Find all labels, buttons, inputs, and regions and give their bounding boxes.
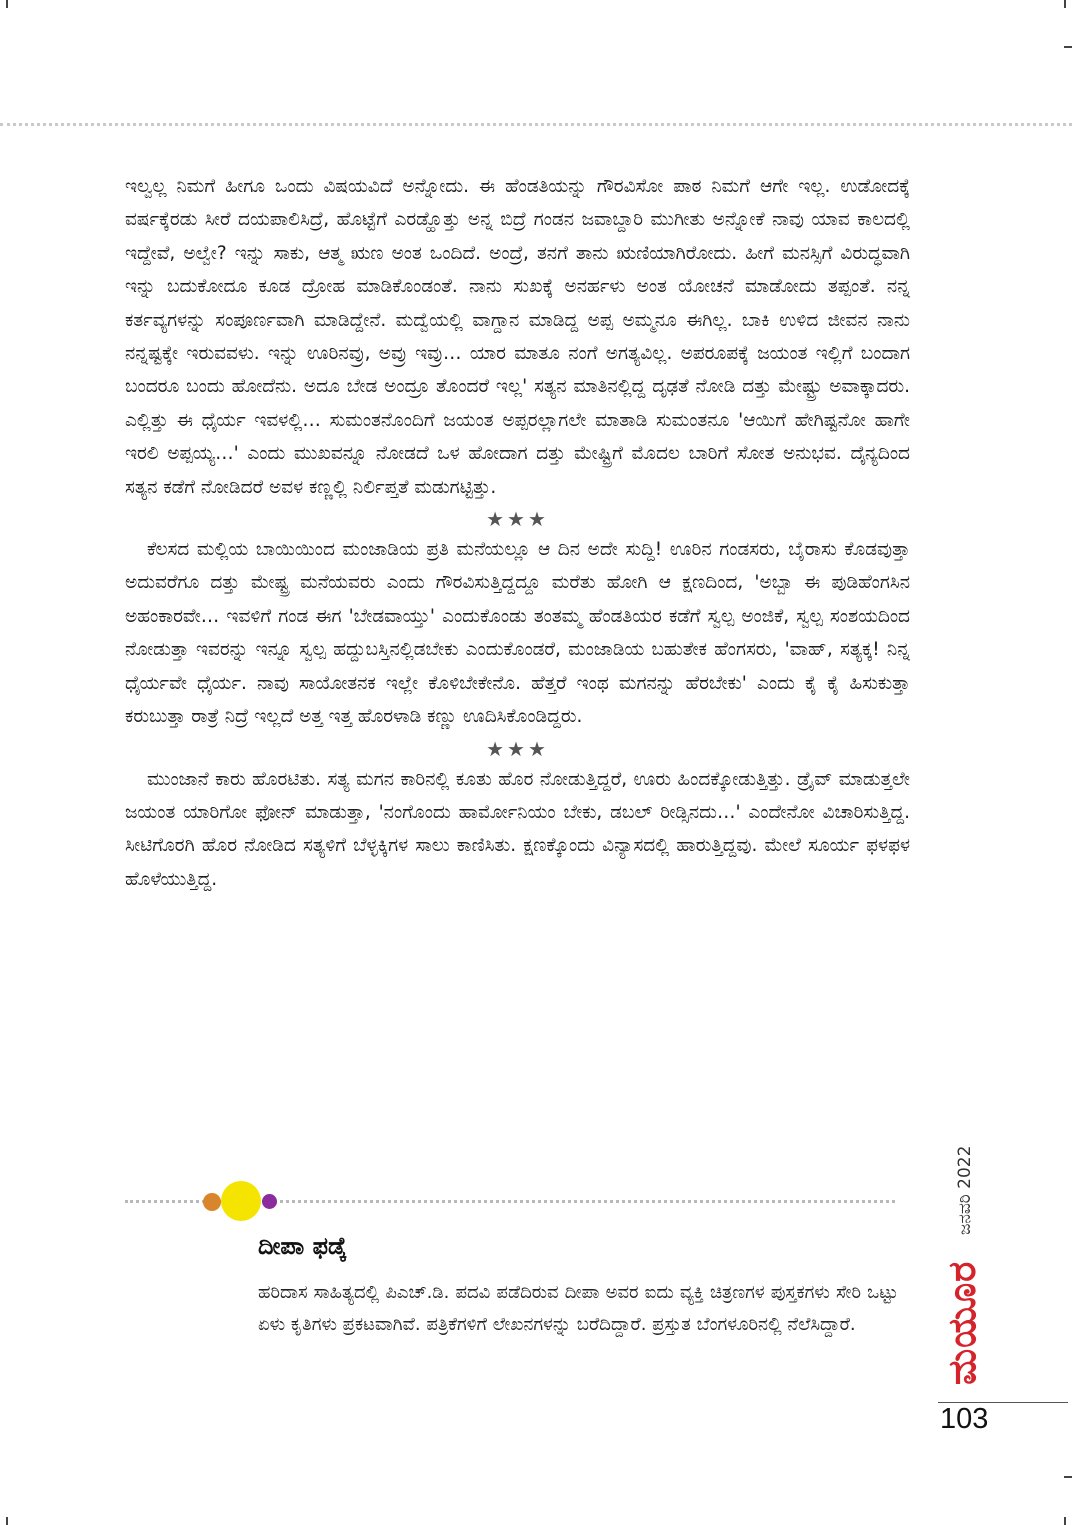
orange-dot-ornament: [203, 1193, 221, 1211]
section-separator: ★★★: [486, 736, 549, 761]
author-bio: ಹರಿದಾಸ ಸಾಹಿತ್ಯದಲ್ಲಿ ಪಿಎಚ್.ಡಿ. ಪದವಿ ಪಡೆದಿರುವ ದೀಪಾ ಅವರ ಐದು ವ್ಯಕ್ತಿ ಚಿತ್ರಣಗಳ ಪುಸ್ತಕಗಳು ಸೇರಿ ಒಟ್ಟು ಏಳು ಕೃತಿಗಳು ಪ್ರಕಟವಾಗಿವೆ. ಪತ್ರಿಕೆಗಳಿಗೆ ಲೇಖನಗಳನ್ನು ಬರೆದಿದ್ದಾರೆ. ಪ್ರಸ್ತುತ ಬೆಂಗಳೂರಿನಲ್ಲಿ ನೆಲೆಸಿದ್ದಾರೆ.: [258, 1282, 898, 1335]
crop-mark-right-upper: [1064, 46, 1072, 48]
article-body: [125, 170, 910, 896]
header-dotted-rule: [0, 123, 1072, 126]
issue-date: ಜನವರಿ 2022: [955, 1145, 975, 1235]
crop-mark-bottom-right: [1064, 1517, 1066, 1525]
page-number: 103: [940, 1403, 989, 1435]
article-paragraph: ಮುಂಜಾನೆ ಕಾರು ಹೊರಟಿತು. ಸತ್ಯ ಮಗನ ಕಾರಿನಲ್ಲಿ ಕೂತು ಹೊರ ನೋಡುತ್ತಿದ್ದರೆ, ಊರು ಹಿಂದಕ್ಕೋಡುತ್ತಿತ್ತು. ಡ್ರೈವ್ ಮಾಡುತ್ತಲೇ ಜಯಂತ ಯಾರಿಗೋ ಫೋನ್ ಮಾಡುತ್ತಾ, 'ನಂಗೊಂದು ಹಾರ್ಮೋನಿಯಂ ಬೇಕು, ಡಬಲ್ ರೀಡ್ಸಿನದು…' ಎಂದೇನೋ ವಿಚಾರಿಸುತ್ತಿದ್ದ. ಸೀಟಿಗೊರಗಿ ಹೊರ ನೋಡಿದ ಸತ್ಯಳಿಗೆ ಬೆಳ್ಳಕ್ಕಿಗಳ ಸಾಲು ಕಾಣಿಸಿತು. ಕ್ಷಣಕ್ಕೊಂದು ವಿನ್ಯಾಸದಲ್ಲಿ ಹಾರುತ್ತಿದ್ದವು. ಮೇಲೆ ಸೂರ್ಯ ಫಳಫಳ ಹೊಳೆಯುತ್ತಿದ್ದ.: [125, 768, 910, 890]
crop-mark-top-right: [1064, 0, 1066, 8]
crop-mark-top-left: [6, 0, 8, 8]
magazine-name: ಮಯೂರ: [940, 1260, 984, 1385]
author-name: ದೀಪಾ ಫಡ್ಕೆ: [258, 1232, 347, 1260]
article-paragraph: ಇಲ್ವಲ್ಲ ನಿಮಗೆ ಹೀಗೂ ಒಂದು ವಿಷಯವಿದೆ ಅನ್ನೋದು. ಈ ಹೆಂಡತಿಯನ್ನು ಗೌರವಿಸೋ ಪಾಠ ನಿಮಗೆ ಆಗೇ ಇಲ್ಲ. ಉಡೋದಕ್ಕೆ ವರ್ಷಕ್ಕೆರಡು ಸೀರೆ ದಯಪಾಲಿಸಿದ್ರೆ, ಹೊಟ್ಟೆಗೆ ಎರಡ್ಹೊತ್ತು ಅನ್ನ ಬಿದ್ರೆ ಗಂಡನ ಜವಾಬ್ದಾರಿ ಮುಗೀತು ಅನ್ನೋಕೆ ನಾವು ಯಾವ ಕಾಲದಲ್ಲಿ ಇದ್ದೇವೆ, ಅಲ್ವೇ? ಇನ್ನು ಸಾಕು, ಆತ್ಮ ಋಣ ಅಂತ ಒಂದಿದೆ. ಅಂದ್ರೆ, ತನಗೆ ತಾನು ಋಣಿಯಾಗಿರೋದು. ಹೀಗೆ ಮನಸ್ಸಿಗೆ ವಿರುದ್ಧವಾಗಿ ಇನ್ನು ಬದುಕೋದೂ ಕೂಡ ದ್ರೋಹ ಮಾಡಿಕೊಂಡಂತೆ. ನಾನು ಸುಖಕ್ಕೆ ಅನರ್ಹಳು ಅಂತ ಯೋಚನೆ ಮಾಡೋದು ತಪ್ಪಂತೆ. ನನ್ನ ಕರ್ತವ್ಯಗಳನ್ನು ಸಂಪೂರ್ಣವಾಗಿ ಮಾಡಿದ್ದೇನೆ. ಮದ್ವೆಯಲ್ಲಿ ವಾಗ್ದಾನ ಮಾಡಿದ್ದ ಅಪ್ಪ ಅಮ್ಮನೂ ಈಗಿಲ್ಲ. ಬಾಕಿ ಉಳಿದ ಜೀವನ ನಾನು ನನ್ನಷ್ಟಕ್ಕೇ ಇರುವವಳು. ಇನ್ನು ಊರಿನವ್ರು, ಅವ್ರು ಇವ್ರು… ಯಾರ ಮಾತೂ ನಂಗೆ ಅಗತ್ಯವಿಲ್ಲ. ಅಪರೂಪಕ್ಕೆ ಜಯಂತ ಇಲ್ಲಿಗೆ ಬಂದಾಗ ಬಂದರೂ ಬಂದು ಹೋದೆನು. ಅದೂ ಬೇಡ ಅಂದ್ರೂ ತೊಂದರೆ ಇಲ್ಲ' ಸತ್ಯನ ಮಾತಿನಲ್ಲಿದ್ದ ದೃಢತೆ ನೋಡಿ ದತ್ತು ಮೇಷ್ಟ್ರು ಅವಾಕ್ಕಾದರು. ಎಲ್ಲಿತ್ತು ಈ ಧೈರ್ಯ ಇವಳಲ್ಲಿ… ಸುಮಂತನೊಂದಿಗೆ ಜಯಂತ ಅಪ್ಪರಲ್ಲಾಗಲೇ ಮಾತಾಡಿ ಸುಮಂತನೂ 'ಆಯಿಗೆ ಹೇಗಿಷ್ಟನೋ ಹಾಗೇ ಇರಲಿ ಅಪ್ಪಯ್ಯ…' ಎಂದು ಮುಖವನ್ನೂ ನೋಡದೆ ಒಳ ಹೋದಾಗ ದತ್ತು ಮೇಷ್ಟ್ರಿಗೆ ಮೊದಲ ಬಾರಿಗೆ ಸೋತ ಅನುಭವ. ದೈನ್ಯದಿಂದ ಸತ್ಯನ ಕಡೆಗೆ ನೋಡಿದರೆ ಅವಳ ಕಣ್ಣಲ್ಲಿ ನಿರ್ಲಿಪ್ತತೆ ಮಡುಗಟ್ಟಿತ್ತು.: [125, 176, 910, 498]
article-paragraph: ಕೆಲಸದ ಮಲ್ಲಿಯ ಬಾಯಿಯಿಂದ ಮಂಜಾಡಿಯ ಪ್ರತಿ ಮನೆಯಲ್ಲೂ ಆ ದಿನ ಅದೇ ಸುದ್ದಿ! ಊರಿನ ಗಂಡಸರು, ಬೈರಾಸು ಕೊಡವುತ್ತಾ ಅದುವರೆಗೂ ದತ್ತು ಮೇಷ್ಟ್ರ ಮನೆಯವರು ಎಂದು ಗೌರವಿಸುತ್ತಿದ್ದದ್ದೂ ಮರೆತು ಹೋಗಿ ಆ ಕ್ಷಣದಿಂದ, 'ಅಬ್ಬಾ ಈ ಪುಡಿಹೆಂಗಸಿನ ಅಹಂಕಾರವೇ… ಇವಳಿಗೆ ಗಂಡ ಈಗ 'ಬೇಡವಾಯ್ತು' ಎಂದುಕೊಂಡು ತಂತಮ್ಮ ಹೆಂಡತಿಯರ ಕಡೆಗೆ ಸ್ವಲ್ಪ ಅಂಜಿಕೆ, ಸ್ವಲ್ಪ ಸಂಶಯದಿಂದ ನೋಡುತ್ತಾ ಇವರನ್ನು ಇನ್ನೂ ಸ್ವಲ್ಪ ಹದ್ದುಬಸ್ತಿನಲ್ಲಿಡಬೇಕು ಎಂದುಕೊಂಡರೆ, ಮಂಜಾಡಿಯ ಬಹುತೇಕ ಹೆಂಗಸರು, 'ವಾಹ್, ಸತ್ಯಕ್ಕ! ನಿನ್ನ ಧೈರ್ಯವೇ ಧೈರ್ಯ. ನಾವು ಸಾಯೋತನಕ ಇಲ್ಲೇ ಕೊಳಿಬೇಕೇನೊ. ಹೆತ್ತರೆ ಇಂಥ ಮಗನನ್ನು ಹೆರಬೇಕು' ಎಂದು ಕೈ ಕೈ ಹಿಸುಕುತ್ತಾ ಕರುಬುತ್ತಾ ರಾತ್ರೆ ನಿದ್ರೆ ಇಲ್ಲದೆ ಅತ್ತ ಇತ್ತ ಹೊರಳಾಡಿ ಕಣ್ಣು ಊದಿಸಿಕೊಂಡಿದ್ದರು.: [125, 539, 910, 728]
yellow-dot-ornament: [221, 1181, 261, 1221]
section-separator: ★★★: [486, 507, 549, 532]
crop-mark-right-lower: [1064, 1476, 1072, 1478]
crop-mark-bottom-left: [6, 1517, 8, 1525]
purple-dot-ornament: [262, 1194, 277, 1209]
